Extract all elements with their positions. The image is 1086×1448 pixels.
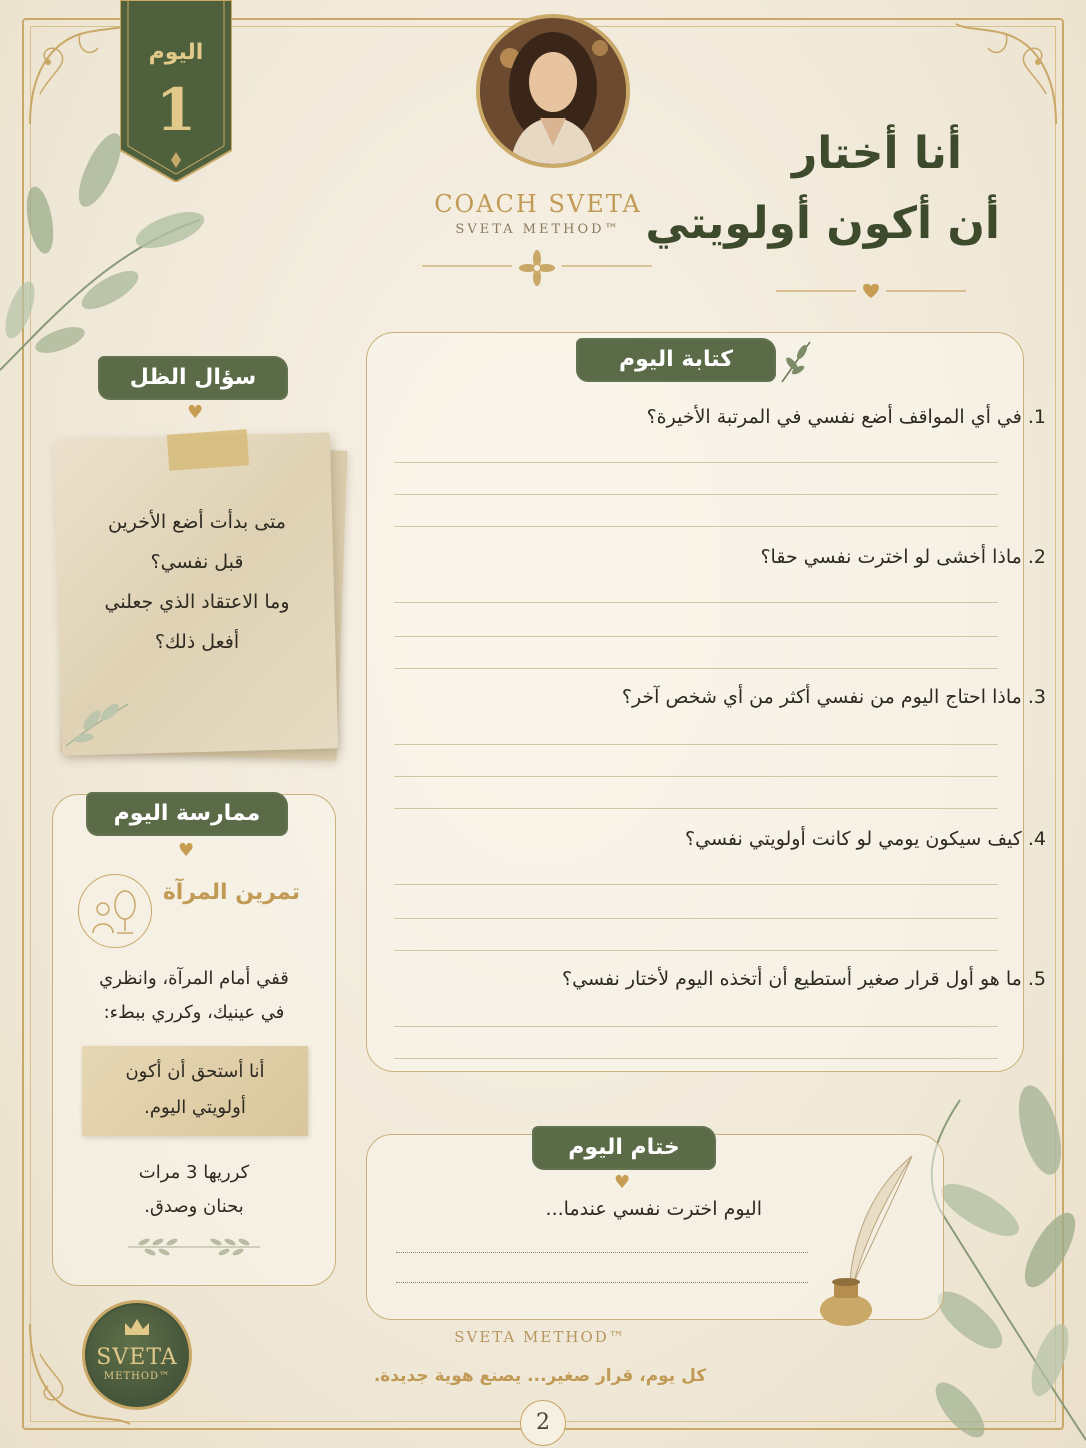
coach-name: COACH SVETA <box>434 190 642 218</box>
sprig-icon <box>778 338 814 384</box>
writing-line[interactable] <box>394 1026 998 1027</box>
repeat-instructions <box>60 1156 328 1224</box>
mirror-icon <box>78 874 152 948</box>
repeat-line: كرريها 3 مرات <box>138 1162 250 1183</box>
quill-inkwell-icon <box>812 1150 922 1330</box>
journal-question-4: 4. كيف سيكون يومي لو كانت أولويتي نفسي؟ <box>685 828 1046 850</box>
shadow-question-line: وما الاعتقاد الذي جعلني <box>104 591 290 613</box>
journal-heading: كتابة اليوم <box>576 338 776 382</box>
day-ribbon <box>120 0 232 182</box>
shadow-question-heading: سؤال الظل <box>98 356 288 400</box>
affirmation-text <box>82 1054 308 1126</box>
writing-line[interactable] <box>394 776 998 777</box>
heart-icon: ♥ <box>187 402 204 423</box>
repeat-line: بحنان وصدق. <box>144 1196 244 1217</box>
crown-icon <box>123 1315 151 1337</box>
closing-writing-line[interactable] <box>396 1282 808 1283</box>
heart-icon: ♥ <box>178 840 195 861</box>
closing-prompt: اليوم اخترت نفسي عندما... <box>545 1198 762 1220</box>
writing-line[interactable] <box>394 636 998 637</box>
page-number: 2 <box>520 1400 566 1446</box>
closing-writing-line[interactable] <box>396 1252 808 1253</box>
day-number: 1 <box>155 76 197 144</box>
practice-heading: ممارسة اليوم <box>86 792 288 836</box>
exercise-title: تمرين المرآة <box>162 880 300 905</box>
shadow-question-line: متى بدأت أضع الأخرين <box>108 511 286 533</box>
journal-question-5: 5. ما هو أول قرار صغير أستطيع أن أتخذه اليوم لأختار نفسي؟ <box>562 968 1046 990</box>
day-label: اليوم <box>148 40 204 65</box>
footer-slogan: كل يوم، قرار صغير... يصنع هوية جديدة. <box>373 1366 707 1386</box>
writing-line[interactable] <box>394 950 998 951</box>
title-divider-decoration <box>776 280 966 302</box>
coach-method: SVETA METHOD™ <box>455 222 621 237</box>
journal-question-2: 2. ماذا أخشى لو اخترت نفسي حقا؟ <box>760 546 1046 568</box>
heart-icon: ♥ <box>614 1172 631 1193</box>
brand-seal <box>82 1300 192 1410</box>
writing-line[interactable] <box>394 602 998 603</box>
writing-line[interactable] <box>394 918 998 919</box>
affirmation-line: أولويتي اليوم. <box>144 1097 246 1118</box>
sprig-icon <box>62 690 132 750</box>
writing-line[interactable] <box>394 1058 998 1059</box>
instruction-line: قفي أمام المرآة، وانظري <box>99 968 289 989</box>
footer-method: SVETA METHOD™ <box>454 1328 626 1346</box>
page-title-line1: أنا أختار <box>791 128 962 179</box>
writing-line[interactable] <box>394 744 998 745</box>
laurel-divider-decoration <box>124 1234 264 1260</box>
closing-heading: ختام اليوم <box>532 1126 716 1170</box>
instruction-line: في عينيك، وكرري ببطء: <box>103 1002 285 1023</box>
shadow-question-line: قبل نفسي؟ <box>150 551 244 573</box>
affirmation-line: أنا أستحق أن أكون <box>125 1061 265 1082</box>
journal-question-1: 1. في أي المواقف أضع نفسي في المرتبة الأخيرة؟ <box>646 406 1046 428</box>
shadow-question-line: أفعل ذلك؟ <box>154 631 240 653</box>
corner-ornament-top-right <box>946 14 1066 134</box>
writing-line[interactable] <box>394 462 998 463</box>
practice-instructions <box>60 962 328 1030</box>
mirror-figure-icon <box>79 875 151 947</box>
writing-line[interactable] <box>394 884 998 885</box>
writing-line[interactable] <box>394 808 998 809</box>
writing-line[interactable] <box>394 494 998 495</box>
page-title-line2: أن أكون أولويتي <box>645 198 1000 249</box>
seal-line2: METHOD™ <box>103 1371 171 1382</box>
writing-line[interactable] <box>394 526 998 527</box>
flower-divider-decoration <box>422 248 652 288</box>
paper-tape <box>167 429 249 470</box>
shadow-question-text <box>66 502 328 662</box>
seal-line1: SVETA <box>96 1345 178 1370</box>
writing-line[interactable] <box>394 668 998 669</box>
journal-question-3: 3. ماذا احتاج اليوم من نفسي أكثر من أي شخص آخر؟ <box>621 686 1046 708</box>
